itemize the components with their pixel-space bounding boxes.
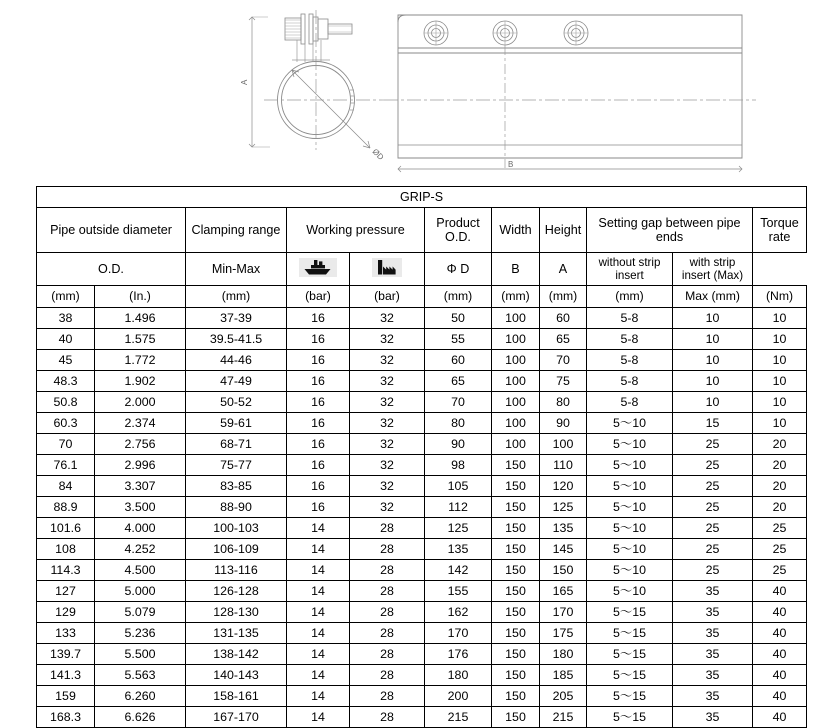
table-cell: 5-8 [587, 350, 673, 371]
table-cell: 129 [37, 602, 95, 623]
table-cell: 150 [492, 560, 540, 581]
table-cell: 150 [492, 623, 540, 644]
table-cell: 101.6 [37, 518, 95, 539]
table-cell: 4.000 [95, 518, 186, 539]
table-cell: 14 [287, 518, 350, 539]
table-cell: 5～10 [587, 497, 673, 518]
table-cell: 40 [753, 644, 807, 665]
table-cell: 25 [673, 518, 753, 539]
table-cell: 5-8 [587, 371, 673, 392]
table-cell: 28 [350, 623, 425, 644]
table-row [37, 350, 807, 371]
table-cell: 150 [492, 455, 540, 476]
table-cell: 28 [350, 518, 425, 539]
table-cell: 25 [673, 434, 753, 455]
table-cell: 1.575 [95, 329, 186, 350]
clamp-side-elevation-view [384, 15, 756, 172]
table-cell: 28 [350, 644, 425, 665]
table-cell: 128-130 [186, 602, 287, 623]
table-cell: 35 [673, 602, 753, 623]
table-cell: 60.3 [37, 413, 95, 434]
table-body [37, 308, 807, 728]
table-cell: 176 [425, 644, 492, 665]
table-cell: 6.626 [95, 707, 186, 728]
table-cell: 5～10 [587, 581, 673, 602]
table-cell: 25 [673, 476, 753, 497]
table-unit-row [37, 286, 807, 308]
column-symbol-header: O.D. [37, 253, 186, 286]
column-unit-header: (mm) [540, 286, 587, 308]
table-cell: 32 [350, 308, 425, 329]
table-cell: 5～15 [587, 707, 673, 728]
table-cell: 14 [287, 644, 350, 665]
table-cell: 145 [540, 539, 587, 560]
table-cell: 162 [425, 602, 492, 623]
table-cell: 180 [540, 644, 587, 665]
table-cell: 14 [287, 707, 350, 728]
table-cell: 150 [540, 560, 587, 581]
bolt-circle-3 [564, 21, 588, 45]
table-title: GRIP-S [37, 187, 807, 208]
table-cell: 20 [753, 434, 807, 455]
table-cell: 25 [673, 455, 753, 476]
table-cell: 5.079 [95, 602, 186, 623]
table-cell: 40 [753, 623, 807, 644]
table-cell: 135 [540, 518, 587, 539]
table-cell: 2.000 [95, 392, 186, 413]
column-unit-header: (mm) [587, 286, 673, 308]
table-cell: 2.756 [95, 434, 186, 455]
table-cell: 158-161 [186, 686, 287, 707]
table-cell: 28 [350, 686, 425, 707]
table-cell: 88.9 [37, 497, 95, 518]
column-symbol-header: Φ D [425, 253, 492, 286]
column-group-header: Pipe outside diameter [37, 208, 186, 253]
column-group-header: Height [540, 208, 587, 253]
table-cell: 113-116 [186, 560, 287, 581]
table-cell: 39.5-41.5 [186, 329, 287, 350]
table-cell: 165 [540, 581, 587, 602]
table-cell: 142 [425, 560, 492, 581]
table-row [37, 581, 807, 602]
table-cell: 16 [287, 455, 350, 476]
table-cell: 32 [350, 434, 425, 455]
table-row [37, 413, 807, 434]
table-cell: 28 [350, 665, 425, 686]
table-cell: 76.1 [37, 455, 95, 476]
table-row [37, 644, 807, 665]
table-cell: 15 [673, 413, 753, 434]
table-cell: 150 [492, 497, 540, 518]
table-cell: 110 [540, 455, 587, 476]
table-cell: 10 [753, 329, 807, 350]
table-cell: 16 [287, 497, 350, 518]
table-cell: 108 [37, 539, 95, 560]
table-cell: 5～10 [587, 434, 673, 455]
table-cell: 25 [753, 539, 807, 560]
table-cell: 37-39 [186, 308, 287, 329]
table-cell: 126-128 [186, 581, 287, 602]
technical-drawing-area [0, 0, 834, 182]
table-cell: 170 [425, 623, 492, 644]
table-row [37, 476, 807, 497]
table-row [37, 497, 807, 518]
table-cell: 25 [753, 518, 807, 539]
table-cell: 170 [540, 602, 587, 623]
table-cell: 40 [753, 707, 807, 728]
table-cell: 205 [540, 686, 587, 707]
table-cell: 65 [425, 371, 492, 392]
table-cell: 83-85 [186, 476, 287, 497]
table-cell: 114.3 [37, 560, 95, 581]
table-cell: 32 [350, 329, 425, 350]
table-cell: 32 [350, 455, 425, 476]
table-row [37, 539, 807, 560]
table-cell: 50.8 [37, 392, 95, 413]
column-unit-header: (In.) [95, 286, 186, 308]
table-cell: 50 [425, 308, 492, 329]
table-cell: 139.7 [37, 644, 95, 665]
table-cell: 2.996 [95, 455, 186, 476]
table-cell: 5～10 [587, 560, 673, 581]
table-cell: 88-90 [186, 497, 287, 518]
table-cell: 5～10 [587, 413, 673, 434]
table-cell: 90 [425, 434, 492, 455]
table-cell: 80 [540, 392, 587, 413]
table-cell: 5-8 [587, 329, 673, 350]
column-group-header: Product O.D. [425, 208, 492, 253]
table-cell: 20 [753, 497, 807, 518]
table-cell: 141.3 [37, 665, 95, 686]
table-cell: 10 [673, 371, 753, 392]
column-group-header: Setting gap between pipe ends [587, 208, 753, 253]
table-cell: 50-52 [186, 392, 287, 413]
table-cell: 5～15 [587, 602, 673, 623]
table-cell: 5～15 [587, 623, 673, 644]
table-cell: 200 [425, 686, 492, 707]
table-cell: 16 [287, 371, 350, 392]
column-unit-header: (bar) [350, 286, 425, 308]
table-cell: 125 [540, 497, 587, 518]
table-cell: 75-77 [186, 455, 287, 476]
table-cell: 68-71 [186, 434, 287, 455]
table-cell: 1.902 [95, 371, 186, 392]
table-cell: 215 [425, 707, 492, 728]
table-cell: 32 [350, 413, 425, 434]
table-cell: 1.496 [95, 308, 186, 329]
table-cell: 180 [425, 665, 492, 686]
column-unit-header: (Nm) [753, 286, 807, 308]
column-symbol-header: Min-Max [186, 253, 287, 286]
table-cell: 35 [673, 644, 753, 665]
table-cell: 5.563 [95, 665, 186, 686]
table-cell: 150 [492, 476, 540, 497]
table-cell: 14 [287, 686, 350, 707]
table-cell: 80 [425, 413, 492, 434]
ship-icon [287, 253, 350, 286]
table-cell: 14 [287, 539, 350, 560]
table-row [37, 686, 807, 707]
table-cell: 16 [287, 329, 350, 350]
table-cell: 14 [287, 665, 350, 686]
table-cell: 90 [540, 413, 587, 434]
table-cell: 60 [425, 350, 492, 371]
table-cell: 16 [287, 308, 350, 329]
table-cell: 6.260 [95, 686, 186, 707]
table-cell: 84 [37, 476, 95, 497]
ship-icon-glyph [299, 258, 337, 277]
table-cell: 185 [540, 665, 587, 686]
table-cell: 10 [673, 350, 753, 371]
table-cell: 3.500 [95, 497, 186, 518]
table-cell: 70 [37, 434, 95, 455]
table-cell: 55 [425, 329, 492, 350]
table-cell: 5～10 [587, 455, 673, 476]
table-cell: 133 [37, 623, 95, 644]
table-cell: 150 [492, 707, 540, 728]
column-unit-header: (mm) [37, 286, 95, 308]
table-cell: 1.772 [95, 350, 186, 371]
table-cell: 10 [753, 371, 807, 392]
bolt-circle-2 [493, 21, 517, 45]
table-cell: 44-46 [186, 350, 287, 371]
dimension-label-diameter: ØD [370, 147, 386, 162]
column-unit-header: Max (mm) [673, 286, 753, 308]
factory-icon-glyph [372, 258, 402, 277]
table-cell: 16 [287, 413, 350, 434]
table-cell: 5～10 [587, 476, 673, 497]
table-cell: 5～10 [587, 539, 673, 560]
clamp-technical-drawing [0, 0, 834, 182]
column-unit-header: (mm) [492, 286, 540, 308]
column-group-header: Working pressure [287, 208, 425, 253]
table-cell: 10 [753, 392, 807, 413]
table-cell: 16 [287, 434, 350, 455]
table-cell: 32 [350, 497, 425, 518]
table-cell: 100 [492, 308, 540, 329]
table-cell: 150 [492, 602, 540, 623]
column-unit-header: (mm) [425, 286, 492, 308]
table-cell: 127 [37, 581, 95, 602]
table-cell: 5～15 [587, 644, 673, 665]
table-cell: 16 [287, 392, 350, 413]
table-cell: 35 [673, 707, 753, 728]
table-cell: 32 [350, 371, 425, 392]
table-cell: 5-8 [587, 308, 673, 329]
table-cell: 35 [673, 686, 753, 707]
table-cell: 10 [753, 308, 807, 329]
table-row [37, 560, 807, 581]
table-cell: 20 [753, 455, 807, 476]
table-cell: 28 [350, 602, 425, 623]
table-cell: 112 [425, 497, 492, 518]
table-row [37, 707, 807, 728]
table-cell: 168.3 [37, 707, 95, 728]
table-cell: 106-109 [186, 539, 287, 560]
table-row [37, 371, 807, 392]
table-cell: 100-103 [186, 518, 287, 539]
dimension-label-height: A [240, 79, 249, 85]
table-cell: 150 [492, 539, 540, 560]
table-cell: 150 [492, 644, 540, 665]
table-cell: 125 [425, 518, 492, 539]
table-cell: 4.252 [95, 539, 186, 560]
column-unit-header: (mm) [186, 286, 287, 308]
table-cell: 28 [350, 560, 425, 581]
table-cell: 135 [425, 539, 492, 560]
specification-table-container [36, 186, 806, 728]
table-cell: 45 [37, 350, 95, 371]
table-cell: 47-49 [186, 371, 287, 392]
table-cell: 16 [287, 350, 350, 371]
table-row [37, 623, 807, 644]
table-cell: 100 [492, 413, 540, 434]
table-row [37, 518, 807, 539]
table-cell: 48.3 [37, 371, 95, 392]
table-cell: 60 [540, 308, 587, 329]
table-cell: 3.307 [95, 476, 186, 497]
column-unit-header: (bar) [287, 286, 350, 308]
column-symbol-header: B [492, 253, 540, 286]
table-cell: 59-61 [186, 413, 287, 434]
table-cell: 25 [673, 539, 753, 560]
table-cell: 120 [540, 476, 587, 497]
table-cell: 4.500 [95, 560, 186, 581]
table-cell: 215 [540, 707, 587, 728]
table-cell: 100 [540, 434, 587, 455]
table-cell: 35 [673, 623, 753, 644]
table-cell: 32 [350, 392, 425, 413]
bolt-assembly [285, 14, 352, 62]
table-cell: 38 [37, 308, 95, 329]
table-cell: 150 [492, 665, 540, 686]
table-cell: 20 [753, 476, 807, 497]
table-cell: 155 [425, 581, 492, 602]
table-cell: 25 [673, 497, 753, 518]
table-cell: 10 [753, 413, 807, 434]
table-cell: 25 [673, 560, 753, 581]
clamp-cross-section-view [249, 10, 384, 150]
dimension-label-width: B [508, 160, 514, 169]
table-cell: 10 [753, 350, 807, 371]
table-row [37, 665, 807, 686]
table-cell: 14 [287, 560, 350, 581]
table-cell: 40 [753, 686, 807, 707]
table-cell: 70 [540, 350, 587, 371]
table-cell: 5.500 [95, 644, 186, 665]
table-cell: 175 [540, 623, 587, 644]
table-cell: 131-135 [186, 623, 287, 644]
table-cell: 35 [673, 665, 753, 686]
table-group-header-row [37, 208, 807, 253]
table-cell: 167-170 [186, 707, 287, 728]
table-cell: 35 [673, 581, 753, 602]
column-symbol-header: without strip insert [587, 253, 673, 286]
table-cell: 28 [350, 707, 425, 728]
column-symbol-header: with strip insert (Max) [673, 253, 753, 286]
table-cell: 65 [540, 329, 587, 350]
column-group-header: Width [492, 208, 540, 253]
table-cell: 10 [673, 392, 753, 413]
table-title-row [37, 187, 807, 208]
table-row [37, 329, 807, 350]
table-cell: 25 [753, 560, 807, 581]
table-row [37, 602, 807, 623]
table-cell: 5～15 [587, 665, 673, 686]
table-cell: 100 [492, 350, 540, 371]
table-cell: 150 [492, 581, 540, 602]
bolt-circle-1 [424, 21, 448, 45]
column-group-header: Torque rate [753, 208, 807, 253]
table-cell: 14 [287, 602, 350, 623]
table-cell: 75 [540, 371, 587, 392]
table-cell: 28 [350, 539, 425, 560]
table-cell: 159 [37, 686, 95, 707]
table-cell: 140-143 [186, 665, 287, 686]
table-cell: 28 [350, 581, 425, 602]
table-cell: 2.374 [95, 413, 186, 434]
table-cell: 14 [287, 581, 350, 602]
table-cell: 138-142 [186, 644, 287, 665]
table-cell: 5～15 [587, 686, 673, 707]
table-row [37, 434, 807, 455]
table-cell: 5.000 [95, 581, 186, 602]
table-cell: 100 [492, 371, 540, 392]
table-cell: 98 [425, 455, 492, 476]
table-cell: 10 [673, 308, 753, 329]
table-row [37, 392, 807, 413]
table-cell: 100 [492, 329, 540, 350]
table-cell: 70 [425, 392, 492, 413]
table-cell: 5.236 [95, 623, 186, 644]
table-cell: 40 [753, 665, 807, 686]
table-cell: 5-8 [587, 392, 673, 413]
table-cell: 150 [492, 686, 540, 707]
table-cell: 10 [673, 329, 753, 350]
factory-icon [350, 253, 425, 286]
table-cell: 100 [492, 434, 540, 455]
table-cell: 105 [425, 476, 492, 497]
table-cell: 40 [753, 602, 807, 623]
column-symbol-header: A [540, 253, 587, 286]
table-cell: 40 [753, 581, 807, 602]
table-cell: 5～10 [587, 518, 673, 539]
table-cell: 16 [287, 476, 350, 497]
column-group-header: Clamping range [186, 208, 287, 253]
table-row [37, 455, 807, 476]
table-cell: 150 [492, 518, 540, 539]
table-cell: 14 [287, 623, 350, 644]
table-symbol-row [37, 253, 807, 286]
table-row [37, 308, 807, 329]
table-cell: 32 [350, 476, 425, 497]
grip-s-specification-table [36, 186, 807, 728]
table-cell: 32 [350, 350, 425, 371]
table-cell: 40 [37, 329, 95, 350]
table-cell: 100 [492, 392, 540, 413]
